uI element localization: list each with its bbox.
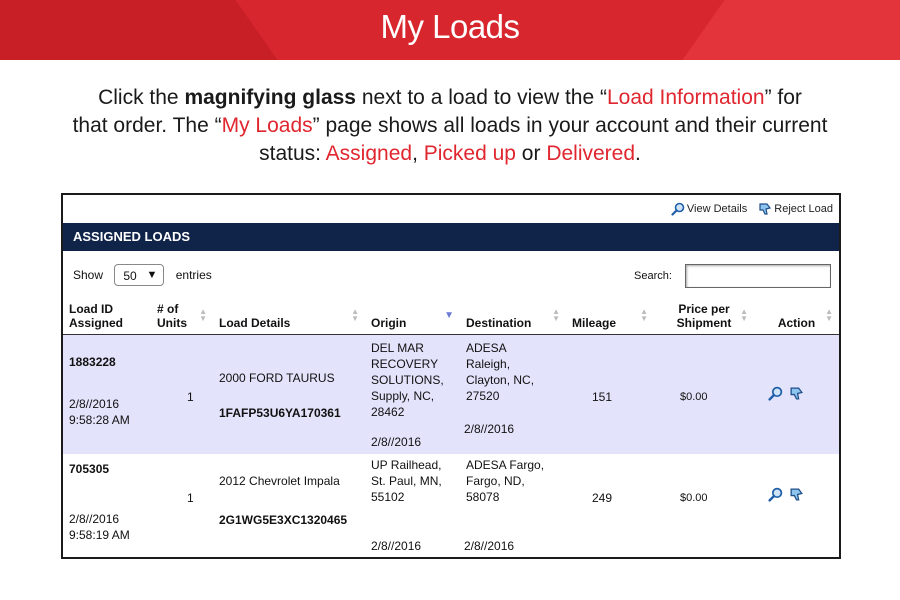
units-value: 1 [187,390,194,404]
intro-text-part: . [635,142,641,165]
sort-icon: ▲ ▼ [552,307,560,323]
origin-line: Supply, NC, [371,389,435,403]
cell-units [151,335,213,454]
destination-line: Clayton, NC, [466,373,535,387]
assigned-time: 9:58:28 AM [69,413,130,427]
vin-number: 2G1WG5E3XC1320465 [219,512,348,527]
intro-bold-magnifying-glass: magnifying glass [184,86,356,109]
destination-line: ADESA [466,341,507,355]
intro-text-part: Click the [98,86,185,109]
entries-select-value: 50 [123,268,137,283]
col-header-label: # of Units [157,302,187,330]
intro-highlight-picked-up: Picked up [423,142,516,165]
origin-line: DEL MAR [371,341,424,355]
cell-price [654,335,754,454]
col-header-label: Mileage [572,316,617,330]
magnifying-glass-icon [671,202,685,216]
origin-line: 55102 [371,489,405,504]
origin-date: 2/8//2016 [371,538,422,553]
thumbs-down-icon[interactable] [789,487,804,502]
intro-text-part: ” page shows all loads in your account and their current [312,114,828,137]
view-details-legend[interactable] [671,202,747,216]
magnifying-glass-icon[interactable] [768,487,783,502]
col-header-price[interactable] [654,296,754,335]
entries-control [73,264,212,286]
mileage-value: 249 [592,490,613,505]
sort-icon: ▲ ▼ [740,307,748,323]
load-id: 1883228 [69,355,116,369]
table-row [63,335,839,454]
thumbs-down-icon[interactable] [789,386,804,401]
cell-destination [460,454,566,557]
col-header-action[interactable] [754,296,839,335]
origin-line: RECOVERY [371,357,439,371]
origin-line: UP Railhead, [371,457,442,472]
assigned-time: 9:58:19 AM [69,527,130,542]
assigned-date: 2/8//2016 [69,511,120,526]
units-value: 1 [187,490,194,505]
cell-action [754,454,839,557]
destination-line: 27520 [466,389,500,403]
price-value: $0.00 [680,391,708,403]
col-header-load-id[interactable] [63,296,151,335]
intro-text-part: or [515,142,547,165]
col-header-mileage[interactable] [566,296,654,335]
view-details-label: View Details [686,203,748,215]
title-banner [0,0,900,60]
reject-load-label: Reject Load [774,203,833,215]
sort-icon: ▲ ▼ [825,307,833,323]
legend-toolbar [663,202,833,219]
vehicle-name: 2000 FORD TAURUS [219,371,335,385]
cell-origin [365,335,460,454]
assigned-date: 2/8//2016 [69,397,120,411]
cell-load-id [63,335,151,454]
origin-date: 2/8//2016 [371,435,422,449]
intro-text-part: that order. The “ [72,114,222,137]
destination-date: 2/8//2016 [464,422,515,436]
search-input[interactable] [685,264,831,288]
vin-number: 1FAFP53U6YA170361 [219,406,341,420]
magnifying-glass-icon[interactable] [768,386,783,401]
price-value: $0.00 [680,491,708,504]
col-header-load-details[interactable] [213,296,365,335]
destination-line: Raleigh, [466,357,511,371]
intro-text-part: next to a load to view the “ [355,86,607,109]
table-header-row [63,296,839,335]
cell-destination [460,335,566,454]
cell-mileage [566,335,654,454]
entries-select[interactable] [114,264,164,286]
origin-line: 28462 [371,405,405,419]
loads-table [63,296,839,557]
action-icons [768,487,807,506]
vehicle-name: 2012 Chevrolet Impala [219,473,340,488]
cell-action [754,335,839,454]
destination-line: Fargo, ND, [466,473,525,488]
action-icons [768,386,807,405]
destination-line: ADESA Fargo, [466,457,545,472]
intro-highlight-delivered: Delivered [546,142,636,165]
intro-highlight-assigned: Assigned [325,142,413,165]
intro-highlight-load-information: Load Information [606,86,765,109]
search-control [634,264,831,288]
show-label: Show [73,268,104,282]
sort-icon: ▲ ▼ [199,307,207,323]
intro-text-part: , [412,142,424,165]
mileage-value: 151 [592,390,613,404]
col-header-label: Action [777,316,816,330]
col-header-label: Origin [371,316,407,330]
origin-line: St. Paul, MN, [371,473,442,488]
entries-label: entries [175,268,212,282]
cell-origin [365,454,460,557]
intro-text [50,84,850,168]
table-row [63,454,839,557]
panel-header: ASSIGNED LOADS [63,223,839,251]
cell-price [654,454,754,557]
thumbs-down-icon [758,202,772,216]
col-header-label: Destination [466,316,532,330]
col-header-origin[interactable] [365,296,460,335]
col-header-label: Load Details [219,316,291,330]
cell-load-details [213,454,365,557]
origin-line: SOLUTIONS, [371,373,444,387]
cell-load-details [213,335,365,454]
col-header-label: Price per Shipment [676,302,732,330]
cell-units [151,454,213,557]
loads-panel [61,193,841,559]
col-header-destination[interactable] [460,296,566,335]
page-title: My Loads [380,8,520,45]
sort-icon: ▲ ▼ [640,307,648,323]
reject-load-legend[interactable] [758,202,833,216]
intro-highlight-my-loads: My Loads [221,114,313,137]
cell-load-id [63,454,151,557]
search-label: Search: [634,270,672,282]
intro-text-part: status: [259,142,326,165]
sort-desc-icon: ▼ [444,310,454,321]
col-header-units[interactable] [151,296,213,335]
intro-text-part: ” for [764,86,802,109]
chevron-down-icon: ▼ [146,269,158,281]
col-header-label: Load ID Assigned [69,302,124,330]
sort-icon: ▲ ▼ [351,307,359,323]
destination-date: 2/8//2016 [464,538,515,553]
destination-line: 58078 [466,489,500,504]
cell-mileage [566,454,654,557]
load-id: 705305 [69,461,110,476]
